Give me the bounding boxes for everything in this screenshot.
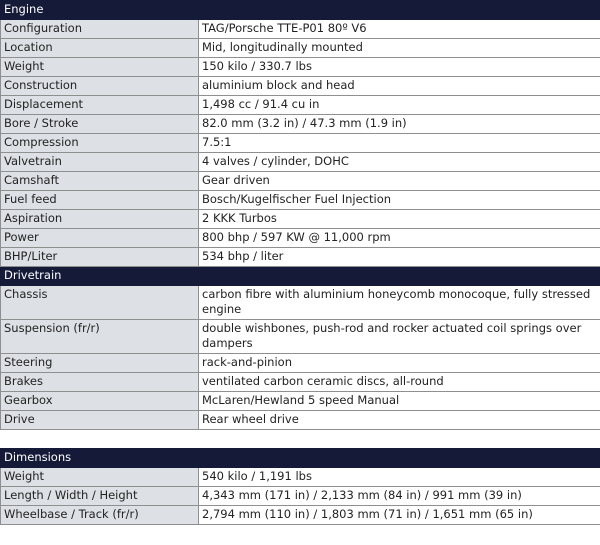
section-header-drivetrain [1, 267, 600, 286]
spec-value: 1,498 cc / 91.4 cu in [199, 96, 600, 115]
spec-row [1, 115, 600, 134]
spec-row [1, 96, 600, 115]
spec-row [1, 487, 600, 506]
section-header-engine [1, 1, 600, 20]
section-header-dimensions [1, 449, 600, 468]
section-title: Dimensions [1, 449, 600, 468]
spec-row [1, 392, 600, 411]
spec-row [1, 172, 600, 191]
section-title: Engine [1, 1, 600, 20]
spec-row [1, 39, 600, 58]
spec-value: McLaren/Hewland 5 speed Manual [199, 392, 600, 411]
dimensions-spec-table [0, 448, 600, 525]
spec-row [1, 134, 600, 153]
spec-label: Configuration [1, 20, 199, 39]
spec-label: Aspiration [1, 210, 199, 229]
spec-label: Wheelbase / Track (fr/r) [1, 506, 199, 525]
spec-value: 4,343 mm (171 in) / 2,133 mm (84 in) / 991 mm (39 in) [199, 487, 600, 506]
spec-label: Location [1, 39, 199, 58]
spec-label: BHP/Liter [1, 248, 199, 267]
spec-value: aluminium block and head [199, 77, 600, 96]
spec-row [1, 210, 600, 229]
spec-row [1, 354, 600, 373]
spec-label: Power [1, 229, 199, 248]
spec-row [1, 58, 600, 77]
section-title: Drivetrain [1, 267, 600, 286]
spec-value: carbon fibre with aluminium honeycomb monocoque, fully stressed engine [199, 286, 600, 320]
spec-value: 534 bhp / liter [199, 248, 600, 267]
spec-label: Displacement [1, 96, 199, 115]
spec-value: 7.5:1 [199, 134, 600, 153]
spec-value: Rear wheel drive [199, 411, 600, 430]
spec-row [1, 286, 600, 320]
spec-value: 800 bhp / 597 KW @ 11,000 rpm [199, 229, 600, 248]
spec-row [1, 153, 600, 172]
spec-row [1, 411, 600, 430]
spec-label: Gearbox [1, 392, 199, 411]
spec-label: Bore / Stroke [1, 115, 199, 134]
spec-row [1, 373, 600, 392]
spec-label: Steering [1, 354, 199, 373]
spec-label: Valvetrain [1, 153, 199, 172]
spec-value: 4 valves / cylinder, DOHC [199, 153, 600, 172]
spec-value: 2 KKK Turbos [199, 210, 600, 229]
spec-row [1, 468, 600, 487]
section-gap [0, 430, 600, 448]
spec-value: 150 kilo / 330.7 lbs [199, 58, 600, 77]
spec-row [1, 191, 600, 210]
spec-label: Compression [1, 134, 199, 153]
spec-row [1, 77, 600, 96]
spec-value: Bosch/Kugelfischer Fuel Injection [199, 191, 600, 210]
spec-row [1, 320, 600, 354]
spec-label: Length / Width / Height [1, 487, 199, 506]
spec-label: Camshaft [1, 172, 199, 191]
spec-value: rack-and-pinion [199, 354, 600, 373]
spec-value: ventilated carbon ceramic discs, all-round [199, 373, 600, 392]
spec-value: 82.0 mm (3.2 in) / 47.3 mm (1.9 in) [199, 115, 600, 134]
spec-value: 540 kilo / 1,191 lbs [199, 468, 600, 487]
spec-label: Brakes [1, 373, 199, 392]
spec-row [1, 20, 600, 39]
spec-label: Fuel feed [1, 191, 199, 210]
spec-value: double wishbones, push-rod and rocker actuated coil springs over dampers [199, 320, 600, 354]
spec-label: Drive [1, 411, 199, 430]
spec-label: Weight [1, 468, 199, 487]
spec-label: Suspension (fr/r) [1, 320, 199, 354]
spec-row [1, 229, 600, 248]
spec-row [1, 248, 600, 267]
spec-value: Mid, longitudinally mounted [199, 39, 600, 58]
spec-row [1, 506, 600, 525]
spec-value: Gear driven [199, 172, 600, 191]
spec-label: Chassis [1, 286, 199, 320]
spec-label: Weight [1, 58, 199, 77]
spec-value: TAG/Porsche TTE-P01 80º V6 [199, 20, 600, 39]
spec-value: 2,794 mm (110 in) / 1,803 mm (71 in) / 1,651 mm (65 in) [199, 506, 600, 525]
spec-label: Construction [1, 77, 199, 96]
